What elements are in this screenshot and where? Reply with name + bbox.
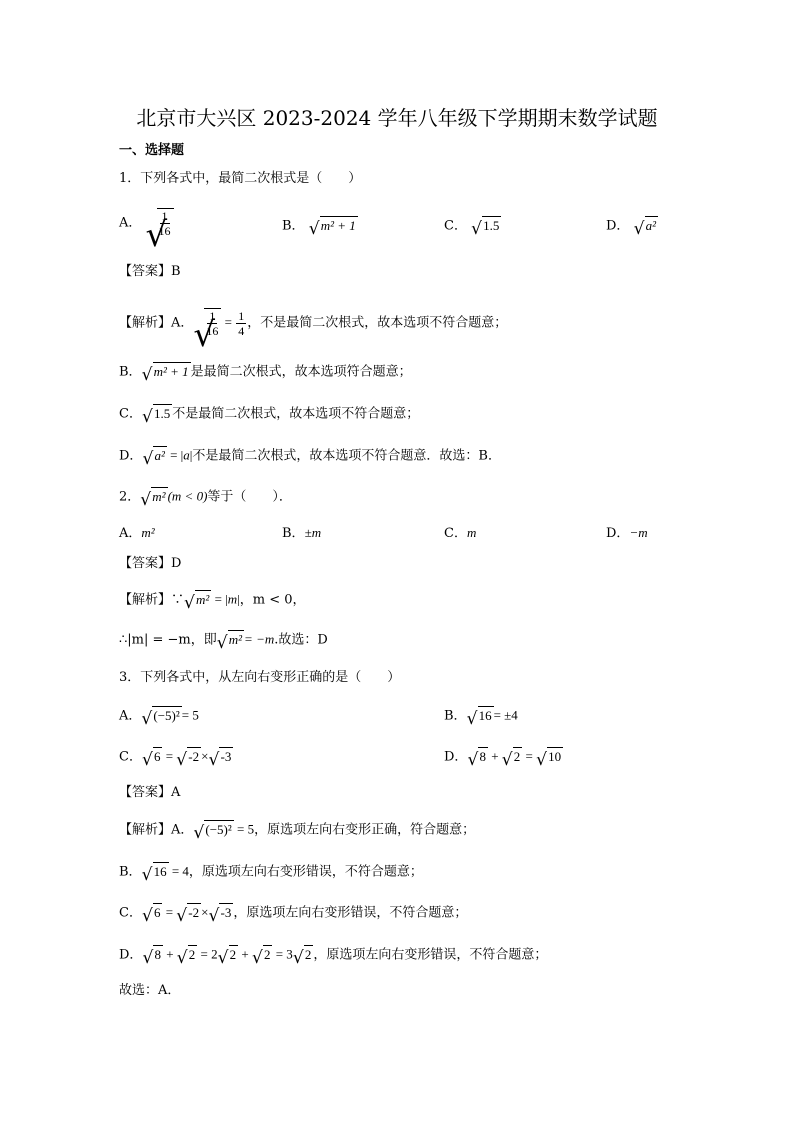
q2-option-a: A．m² — [119, 525, 155, 541]
q1-solution-d: D．√ a² = |a|不是最简二次根式，故本选项不符合题意．故选：B． — [119, 446, 501, 466]
sqrt-symbol: √ $\frac{1}{16}$ — [148, 208, 174, 238]
q2-answer: 【答案】D — [119, 556, 182, 571]
q3-stem: 3．下列各式中，从左向右变形正确的是（ ） — [119, 670, 401, 685]
q3-option-c: C．√ 6 = √ -2 ×√ -3 — [119, 747, 233, 767]
q3-solution-d: D．√ 8 + √ 2 = 2√ 2 + √ 2 = 3√ 2 ，原选项左向右变形错误，不符合题意； — [119, 945, 547, 965]
q1-option-a: A． √ $\frac{1}{16}$ — [119, 208, 174, 238]
q2-option-b: B．±m — [282, 525, 322, 541]
q1-solution-b: B．√ m² + 1 是最简二次根式，故本选项符合题意； — [119, 362, 412, 382]
q3-option-b: B．√ 16 = ±4 — [444, 706, 518, 726]
q1-option-b: B． √ m² + 1 — [282, 216, 358, 236]
q3-option-a: A．√ (−5)² = 5 — [119, 706, 199, 726]
q3-solution-c: C．√ 6 = √ -2 ×√ -3 ，原选项左向右变形错误，不符合题意； — [119, 903, 467, 923]
q3-final: 故选：A． — [119, 983, 181, 998]
q2-stem: 2．√ m² (m < 0)等于（ ）． — [119, 487, 292, 507]
q3-solution-a: 【解析】A．√ (−5)² = 5，原选项左向右变形正确，符合题意； — [119, 820, 475, 840]
q2-solution-line1: 【解析】∵√ m² = |m|，m < 0， — [119, 590, 306, 610]
section-heading: 一、选择题 — [119, 143, 185, 158]
q3-answer: 【答案】A — [119, 785, 181, 800]
q2-solution-line2: ∴|m| = −m，即√ m² = −m.故选：D — [119, 630, 328, 650]
q1-stem: 1．下列各式中，最简二次根式是（ ） — [119, 171, 362, 186]
q3-option-d: D．√ 8 + √ 2 = √ 10 — [444, 747, 563, 767]
q2-option-d: D．−m — [606, 525, 648, 541]
q1-option-c: C． √ 1.5 — [444, 216, 501, 236]
q1-solution-c: C．√ 1.5 不是最简二次根式，故本选项不符合题意； — [119, 404, 419, 424]
q2-option-c: C．m — [444, 525, 477, 541]
page-title: 北京市大兴区 2023-2024 学年八年级下学期期末数学试题 — [136, 106, 658, 130]
q3-solution-b: B．√ 16 = 4，原选项左向右变形错误，不符合题意； — [119, 862, 423, 882]
q1-option-d: D． √ a² — [606, 216, 658, 236]
q1-solution-a: 【解析】A． √ $\frac{1}{16}$ = $\frac{1}{4}$ ，不是最简二次根式，故本选项不符合题意； — [119, 308, 507, 338]
q1-answer: 【答案】B — [119, 264, 181, 279]
